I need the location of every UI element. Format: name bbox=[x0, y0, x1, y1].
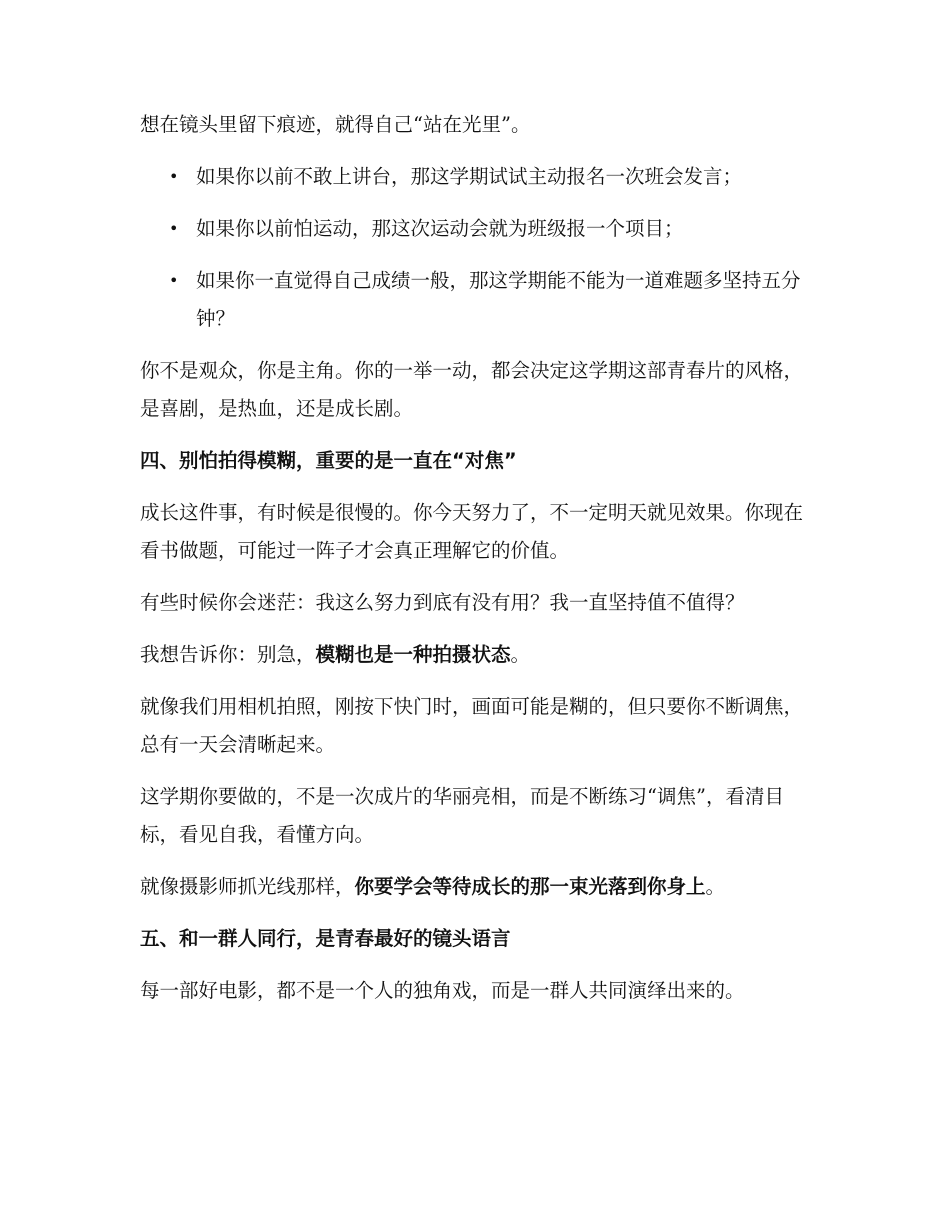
section-5-heading: 五、和一群人同行，是青春最好的镜头语言 bbox=[140, 927, 511, 950]
section-4-heading: 四、别怕拍得模糊，重要的是一直在“对焦” bbox=[140, 449, 517, 472]
list-item bbox=[169, 210, 812, 248]
section-4-paragraph-3 bbox=[140, 636, 812, 674]
paragraph-text: 就像摄影师抓光线那样， bbox=[140, 875, 355, 898]
emphasis-text: 模糊也是一种拍摄状态 bbox=[315, 643, 511, 666]
section-4-paragraph-4: 就像我们用相机拍照，刚按下快门时，画面可能是糊的，但只要你不断调焦，总有一天会清晰起来。 bbox=[140, 695, 804, 756]
list-item-text: 如果你一直觉得自己成绩一般，那这学期能不能为一道难题多坚持五分钟？ bbox=[196, 269, 801, 330]
section-4-paragraph-2: 有些时候你会迷茫：我这么努力到底有没有用？我一直坚持值不值得？ bbox=[140, 591, 745, 614]
protagonist-paragraph: 你不是观众，你是主角。你的一举一动，都会决定这学期这部青春片的风格，是喜剧，是热血，还是成长剧。 bbox=[140, 359, 804, 420]
list-item-text: 如果你以前不敢上讲台，那这学期试试主动报名一次班会发言； bbox=[196, 165, 743, 188]
section-4-paragraph-6 bbox=[140, 868, 812, 906]
list-item bbox=[169, 262, 812, 338]
section-4-paragraph-5: 这学期你要做的，不是一次成片的华丽亮相，而是不断练习“调焦”，看清目标，看见自我，看懂方向。 bbox=[140, 785, 784, 846]
bullet-icon: • bbox=[169, 219, 179, 238]
intro-paragraph: 想在镜头里留下痕迹，就得自己“站在光里”。 bbox=[140, 113, 531, 136]
bullet-list bbox=[140, 158, 812, 338]
document-page bbox=[140, 106, 812, 1024]
paragraph-text: 。 bbox=[510, 643, 531, 666]
paragraph-text: 我想告诉你：别急， bbox=[140, 643, 316, 666]
section-4-paragraph-1: 成长这件事，有时候是很慢的。你今天努力了，不一定明天就见效果。你现在看书做题，可能过一阵子才会真正理解它的价值。 bbox=[140, 501, 804, 562]
bullet-icon: • bbox=[169, 271, 179, 290]
paragraph-text: 。 bbox=[705, 875, 726, 898]
emphasis-text: 你要学会等待成长的那一束光落到你身上 bbox=[354, 875, 706, 898]
list-item bbox=[169, 158, 812, 196]
list-item-text: 如果你以前怕运动，那这次运动会就为班级报一个项目； bbox=[196, 217, 684, 240]
section-5-paragraph-1: 每一部好电影，都不是一个人的独角戏，而是一群人共同演绎出来的。 bbox=[140, 979, 745, 1002]
bullet-icon: • bbox=[169, 167, 179, 186]
